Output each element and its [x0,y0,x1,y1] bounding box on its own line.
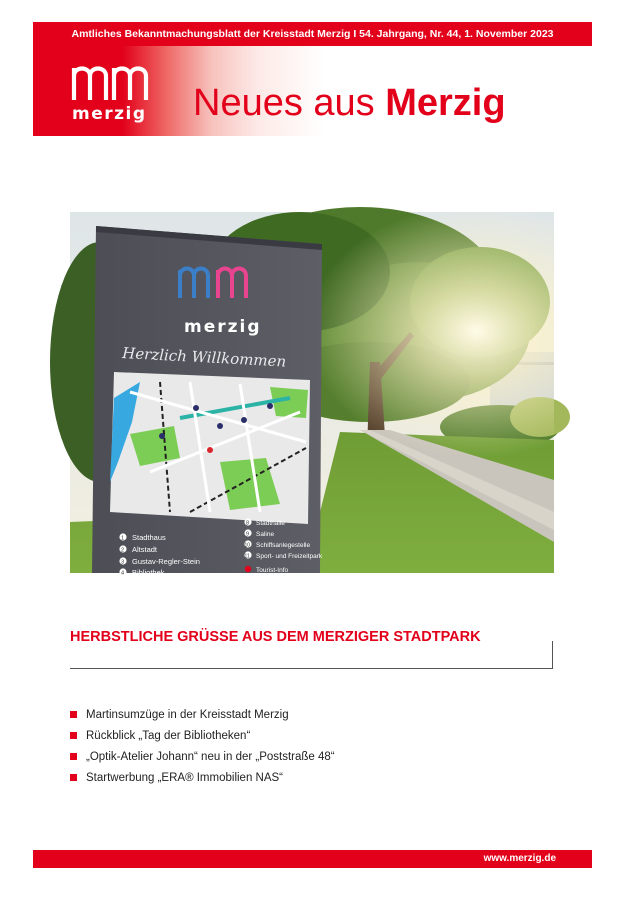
footer-bar [33,850,592,868]
legend-item: Sport- und Freizeitpark [256,553,323,560]
legend-num: 1 [121,535,125,542]
city-map [110,372,310,524]
headline-rule-horizontal [70,668,553,669]
legend-item: Tourist-Info [256,567,289,574]
topic-item [70,746,550,767]
square-bullet-icon [70,711,77,718]
logo-wordmark: merzig [72,104,147,124]
topics-list [70,704,550,788]
topic-text: Rückblick „Tag der Bibliotheken“ [86,729,251,742]
sign-logo-word: merzig [184,317,262,337]
legend-num: 4 [121,570,125,577]
mm-logo-icon [70,60,150,104]
park-scene [70,212,554,577]
topic-text: Martinsumzüge in der Kreisstadt Merzig [86,708,289,721]
legend-item: Saline [256,531,275,538]
topic-item [70,704,550,725]
legend-num: 11 [244,553,250,560]
topic-text: „Optik-Atelier Johann“ neu in der „Poststraße 48“ [86,750,335,763]
cover-headline: HERBSTLICHE GRÜSSE AUS DEM MERZIGER STADTPARK [70,629,481,645]
title-bold: Merzig [385,82,506,124]
legend-item: Bibliothek [132,568,165,577]
topic-item [70,725,550,746]
masthead-subtitle: Amtliches Bekanntmachungsblatt der Kreisstadt Merzig I 54. Jahrgang, Nr. 44, 1. November 2023 [71,28,554,40]
legend-item: Gustav-Regler-Stein [132,557,200,566]
legend-item: Schiffsanlegestelle [256,542,311,549]
legend-item: Altstadt [132,545,158,554]
page-title [193,80,573,126]
square-bullet-icon [70,774,77,781]
legend-item: Stadthalle [256,520,285,527]
footer-url-link[interactable]: www.merzig.de [483,853,556,864]
masthead-subtitle-bar [33,22,592,46]
legend-num: 2 [121,547,125,554]
legend-num: 9 [246,531,250,538]
sign-greeting: Herzlich Willkommen [121,344,287,371]
cover-photo [70,212,554,577]
legend-num: 10 [244,542,251,549]
legend-item: Stadthaus [132,533,166,542]
topic-text: Startwerbung „ERA® Immobilien NAS“ [86,771,284,784]
headline-rule-vertical [552,641,553,669]
square-bullet-icon [70,753,77,760]
merzig-logo [68,60,154,128]
topic-item [70,767,550,788]
legend-num: 3 [121,559,125,566]
title-prefix: Neues aus [193,82,375,124]
square-bullet-icon [70,732,77,739]
legend-num: 8 [246,520,250,527]
